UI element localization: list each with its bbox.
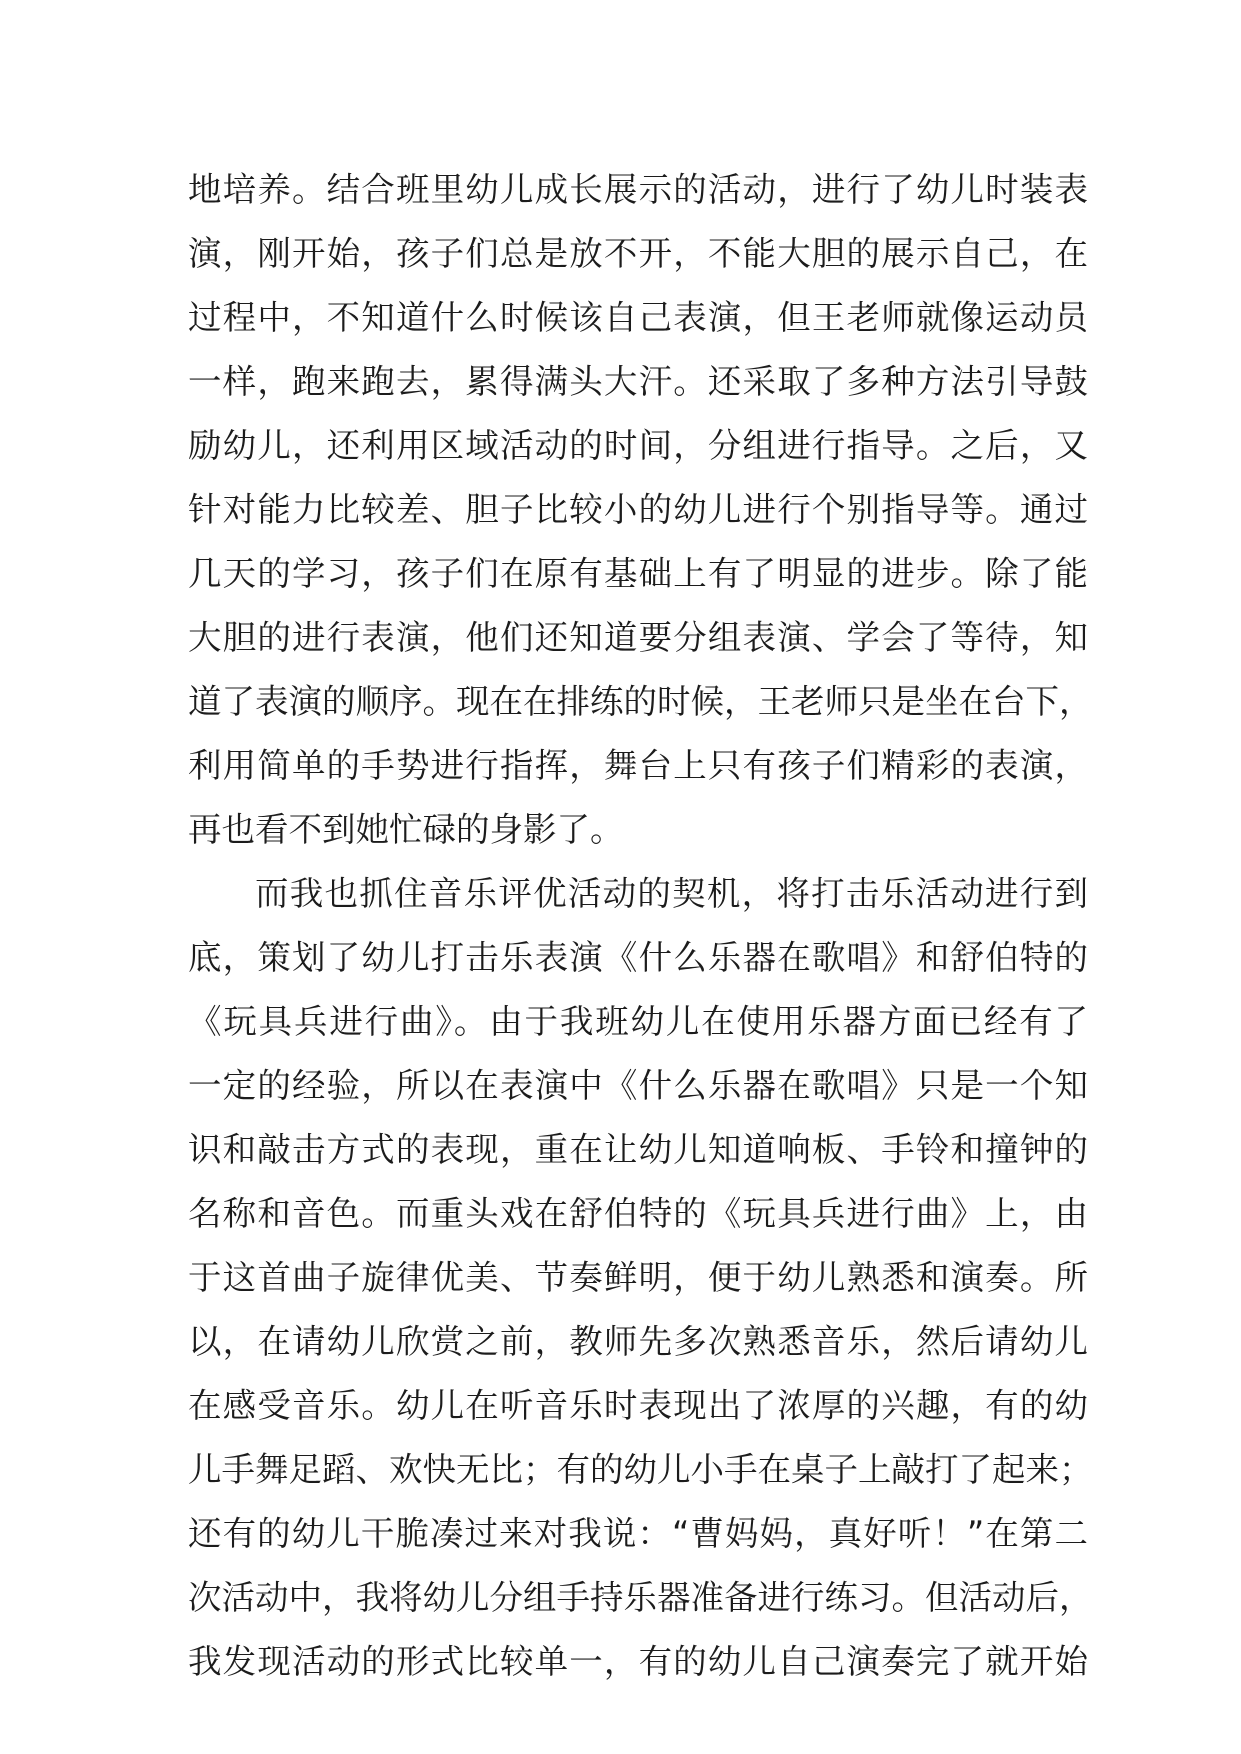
document-body [188, 158, 1093, 1694]
text-line: 我发现活动的形式比较单一，有的幼儿自己演奏完了就开始 [188, 1642, 1088, 1681]
text-line: 演，刚开始，孩子们总是放不开，不能大胆的展示自己，在 [188, 234, 1088, 273]
text-line: 一定的经验，所以在表演中《什么乐器在歌唱》只是一个知 [188, 1066, 1088, 1105]
text-line: 识和敲击方式的表现，重在让幼儿知道响板、手铃和撞钟的 [188, 1130, 1088, 1169]
text-line: 次活动中，我将幼儿分组手持乐器准备进行练习。但活动后， [188, 1578, 1093, 1617]
text-line: 以，在请幼儿欣赏之前，教师先多次熟悉音乐，然后请幼儿 [188, 1322, 1088, 1361]
text-line: 励幼儿，还利用区域活动的时间，分组进行指导。之后，又 [188, 426, 1088, 465]
text-line: 一样，跑来跑去，累得满头大汗。还采取了多种方法引导鼓 [188, 362, 1088, 401]
text-line: 几天的学习，孩子们在原有基础上有了明显的进步。除了能 [188, 554, 1088, 593]
text-line: 而我也抓住音乐评优活动的契机，将打击乐活动进行到 [255, 874, 1088, 913]
paragraph-1 [188, 158, 1093, 862]
text-line: 《玩具兵进行曲》。由于我班幼儿在使用乐器方面已经有了 [188, 1002, 1088, 1041]
paragraph-2 [188, 862, 1093, 1694]
text-line: 还有的幼儿干脆凑过来对我说：“曹妈妈，真好听！”在第二 [188, 1514, 1088, 1553]
text-line: 大胆的进行表演，他们还知道要分组表演、学会了等待，知 [188, 618, 1088, 657]
text-line: 于这首曲子旋律优美、节奏鲜明，便于幼儿熟悉和演奏。所 [188, 1258, 1088, 1297]
text-line: 利用简单的手势进行指挥，舞台上只有孩子们精彩的表演， [188, 746, 1088, 785]
text-line: 道了表演的顺序。现在在排练的时候，王老师只是坐在台下， [188, 682, 1093, 721]
text-line: 过程中，不知道什么时候该自己表演，但王老师就像运动员 [188, 298, 1088, 337]
text-line: 底，策划了幼儿打击乐表演《什么乐器在歌唱》和舒伯特的 [188, 938, 1088, 977]
text-line: 在感受音乐。幼儿在听音乐时表现出了浓厚的兴趣，有的幼 [188, 1386, 1088, 1425]
text-line: 针对能力比较差、胆子比较小的幼儿进行个别指导等。通过 [188, 490, 1088, 529]
text-line: 儿手舞足蹈、欢快无比；有的幼儿小手在桌子上敲打了起来； [188, 1450, 1093, 1489]
text-line: 名称和音色。而重头戏在舒伯特的《玩具兵进行曲》上，由 [188, 1194, 1088, 1233]
text-line: 再也看不到她忙碌的身影了。 [188, 810, 624, 849]
text-line: 地培养。结合班里幼儿成长展示的活动，进行了幼儿时装表 [188, 170, 1088, 209]
